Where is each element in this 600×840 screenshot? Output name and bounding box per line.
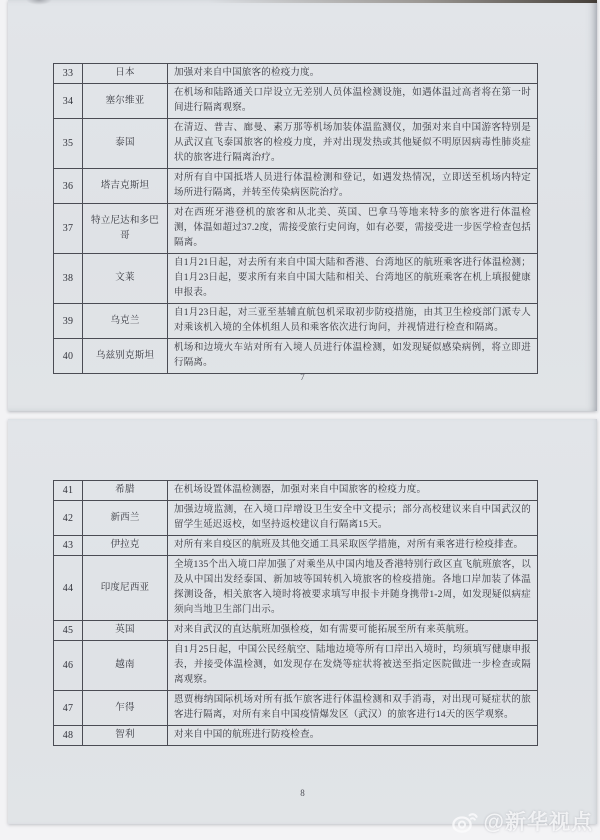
country-cell: 英国 <box>83 621 168 641</box>
country-cell: 日本 <box>83 64 168 84</box>
measure-cell: 恩贾梅纳国际机场对所有抵乍旅客进行体温检测和双手消毒，对出现可疑症状的旅客进行隔离，对所有来自中国疫情爆发区（武汉）的旅客进行14天的医学观察。 <box>168 691 538 726</box>
measure-cell: 对来自中国的航班进行防疫检查。 <box>168 726 538 746</box>
row-number-cell: 37 <box>54 204 83 254</box>
measure-cell: 加强边境监测，在入境口岸增设卫生安全中文提示；部分高校建议来自中国武汉的留学生延迟返校，如坚持返校建议自行隔离15天。 <box>168 501 538 536</box>
row-number-cell: 33 <box>54 64 83 84</box>
row-number-cell: 46 <box>54 641 83 691</box>
measure-cell: 对来自武汉的直达航班加强检疫，如有需要可能拓展至所有来英航班。 <box>168 621 538 641</box>
country-cell: 乌克兰 <box>83 304 168 339</box>
measure-cell: 在机场和陆路通关口岸设立无差别人员体温检测设施，如遇体温过高者将在第一时间进行隔离观察。 <box>168 84 538 119</box>
row-number-cell: 35 <box>54 119 83 169</box>
measure-cell: 对在西班牙港登机的旅客和从北美、英国、巴拿马等地来特多的旅客进行体温检测，体温如超过37.2度，需接受旅行史问询，如有必要，需接受进一步医学检查包括隔离。 <box>168 204 538 254</box>
measure-cell: 对所有来自疫区的航班及其他交通工具采取医学措施，对所有乘客进行检疫排查。 <box>168 536 538 556</box>
measure-cell: 在清迈、普吉、廊曼、素万那等机场加装体温监测仪，加强对来自中国游客特别是从武汉直飞泰国旅客的检疫力度，并对出现发热或其他疑似不明原因病毒性肺炎症状的旅客进行隔离治疗。 <box>168 119 538 169</box>
measure-cell: 对所有自中国抵塔人员进行体温检测和登记，如遇发热情况，立即送至机场内特定场所进行隔离，并转至传染病医院治疗。 <box>168 169 538 204</box>
measure-cell: 机场和边境火车站对所有入境人员进行体温检测，如发现疑似感染病例，将立即进行隔离。 <box>168 339 538 374</box>
quarantine-measures-table-page-8 <box>53 480 538 746</box>
country-cell: 乌兹别克斯坦 <box>83 339 168 374</box>
measure-cell: 加强对来自中国旅客的检疫力度。 <box>168 64 538 84</box>
row-number-cell: 42 <box>54 501 83 536</box>
row-number-cell: 48 <box>54 726 83 746</box>
page-number: 8 <box>300 788 305 798</box>
row-number-cell: 44 <box>54 556 83 621</box>
table-row <box>54 556 538 621</box>
row-number-cell: 40 <box>54 339 83 374</box>
row-number-cell: 39 <box>54 304 83 339</box>
country-cell: 智利 <box>83 726 168 746</box>
country-cell: 塔吉克斯坦 <box>83 169 168 204</box>
table-row <box>54 481 538 501</box>
country-cell: 塞尔维亚 <box>83 84 168 119</box>
country-cell: 印度尼西亚 <box>83 556 168 621</box>
row-number-cell: 34 <box>54 84 83 119</box>
table-row <box>54 119 538 169</box>
document-page-8 <box>8 419 597 824</box>
measure-cell: 在机场设置体温检测器，加强对来自中国旅客的检疫力度。 <box>168 481 538 501</box>
country-cell: 文莱 <box>83 254 168 304</box>
table-row <box>54 254 538 304</box>
document-page-7 <box>8 0 597 411</box>
country-cell: 特立尼达和多巴哥 <box>83 204 168 254</box>
country-cell: 乍得 <box>83 691 168 726</box>
quarantine-measures-table-page-7 <box>53 63 538 374</box>
measure-cell: 自1月23日起，对三亚至基辅直航包机采取初步防疫措施，由其卫生检疫部门派专人对乘该机入境的全体机组人员和乘客依次进行询问，并视情进行检查和隔离。 <box>168 304 538 339</box>
country-cell: 新西兰 <box>83 501 168 536</box>
row-number-cell: 45 <box>54 621 83 641</box>
row-number-cell: 36 <box>54 169 83 204</box>
row-number-cell: 47 <box>54 691 83 726</box>
table-row <box>54 339 538 374</box>
country-cell: 伊拉克 <box>83 536 168 556</box>
row-number-cell: 38 <box>54 254 83 304</box>
measure-cell: 自1月21日起，对去所有来自中国大陆和香港、台湾地区的航班乘客进行体温检测；自1月23日起，要求所有来自中国大陆和相关、台湾地区的航班乘客在机上填报健康申报表。 <box>168 254 538 304</box>
country-cell: 泰国 <box>83 119 168 169</box>
watermark-handle: @新华视点 <box>483 811 593 834</box>
table-row <box>54 169 538 204</box>
row-number-cell: 43 <box>54 536 83 556</box>
table-row <box>54 536 538 556</box>
measure-cell: 自1月25日起，中国公民经航空、陆地边境等所有口岸出入境时，均须填写健康申报表，并接受体温检测，如发现存在发烧等症状将被送至指定医院做进一步检查或隔离观察。 <box>168 641 538 691</box>
table-row <box>54 84 538 119</box>
page-number: 7 <box>300 372 305 382</box>
table-row <box>54 501 538 536</box>
country-cell: 希腊 <box>83 481 168 501</box>
table-row <box>54 304 538 339</box>
table-row <box>54 726 538 746</box>
row-number-cell: 41 <box>54 481 83 501</box>
table-row <box>54 204 538 254</box>
country-cell: 越南 <box>83 641 168 691</box>
table-row <box>54 621 538 641</box>
table-row <box>54 64 538 84</box>
table-row <box>54 641 538 691</box>
table-row <box>54 691 538 726</box>
measure-cell: 全境135个出入境口岸加强了对乘坐从中国内地及香港特别行政区直飞航班旅客，以及从中国出发经泰国、新加坡等国转机入境旅客的检疫措施。各地口岸加装了体温探测设备，相关旅客入境时将被要求填写申报卡并随身携带1-2周，如发现疑似病症须向当地卫生部门出示。 <box>168 556 538 621</box>
